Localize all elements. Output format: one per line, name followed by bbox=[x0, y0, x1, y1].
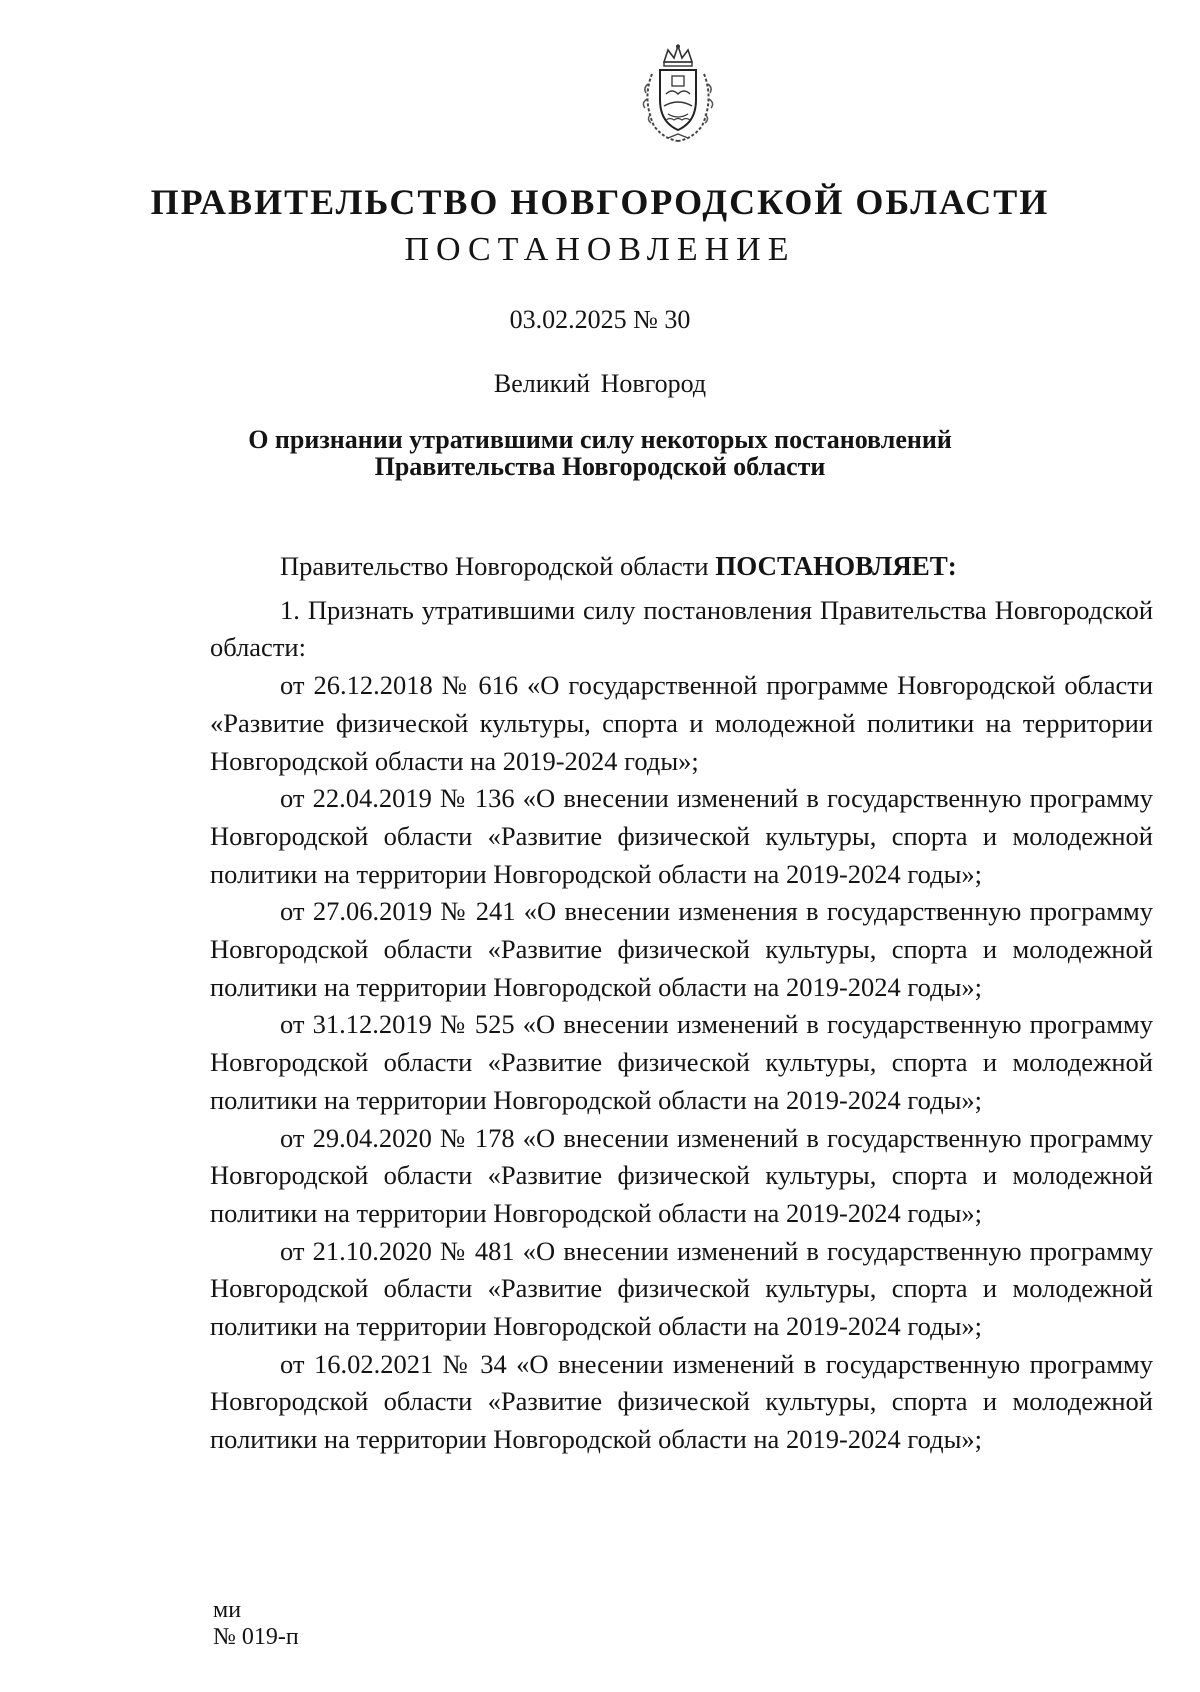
document-footer bbox=[213, 1597, 299, 1651]
list-item: от 29.04.2020 № 178 «О внесении изменений в государственную программу Новгородской области «Развитие физической культуры, спорта и молодежной политики на территории Новгородской области на 2019-2024 годы»; bbox=[210, 1122, 1153, 1228]
list-item: от 22.04.2019 № 136 «О внесении изменений в государственную программу Новгородской области «Развитие физической культуры, спорта и молодежной политики на территории Новгородской области на 2019-2024 годы»; bbox=[210, 783, 1153, 889]
list-item: от 21.10.2020 № 481 «О внесении изменений в государственную программу Новгородской области «Развитие физической культуры, спорта и молодежной политики на территории Новгородской области на 2019-2024 годы»; bbox=[210, 1235, 1153, 1342]
government-name: ПРАВИТЕЛЬСТВО НОВГОРОДСКОЙ ОБЛАСТИ bbox=[150, 182, 1050, 222]
document-type: ПОСТАНОВЛЕНИЕ bbox=[404, 231, 796, 268]
footer-initials: ми bbox=[213, 1597, 242, 1623]
preamble-verb: ПОСТАНОВЛЯЕТ: bbox=[715, 551, 957, 581]
subject-line-2: Правительства Новгородской области bbox=[374, 452, 826, 481]
document-city: Великий Новгород bbox=[493, 369, 707, 398]
novgorod-coat-of-arms-icon bbox=[638, 44, 718, 144]
subject-line-1: О признании утратившими силу некоторых постановлений bbox=[248, 425, 952, 454]
preamble-paragraph bbox=[210, 548, 1153, 586]
document-subject bbox=[200, 426, 1000, 480]
preamble-text: Правительство Новгородской области bbox=[280, 551, 716, 581]
list-item: от 31.12.2019 № 525 «О внесении изменений в государственную программу Новгородской области «Развитие физической культуры, спорта и молодежной политики на территории Новгородской области на 2019-2024 годы»; bbox=[210, 1009, 1153, 1115]
list-item: от 27.06.2019 № 241 «О внесении изменения в государственную программу Новгородской области «Развитие физической культуры, спорта и молодежной политики на территории Новгородской области на 2019-2024 годы»; bbox=[210, 896, 1153, 1002]
point-1-paragraph: 1. Признать утратившими силу постановления Правительства Новгородской области: bbox=[210, 594, 1153, 663]
list-item: от 26.12.2018 № 616 «О государственной программе Новгородской области «Развитие физической культуры, спорта и молодежной политики на территории Новгородской области на 2019-2024 годы»; bbox=[210, 670, 1153, 776]
list-item: от 16.02.2021 № 34 «О внесении изменений в государственную программу Новгородской области «Развитие физической культуры, спорта и молодежной политики на территории Новгородской области на 2019-2024 годы»; bbox=[210, 1348, 1153, 1455]
document-body bbox=[210, 548, 1153, 1459]
footer-reference: № 019-п bbox=[213, 1624, 299, 1650]
document-date-number: 03.02.2025 № 30 bbox=[509, 305, 691, 334]
